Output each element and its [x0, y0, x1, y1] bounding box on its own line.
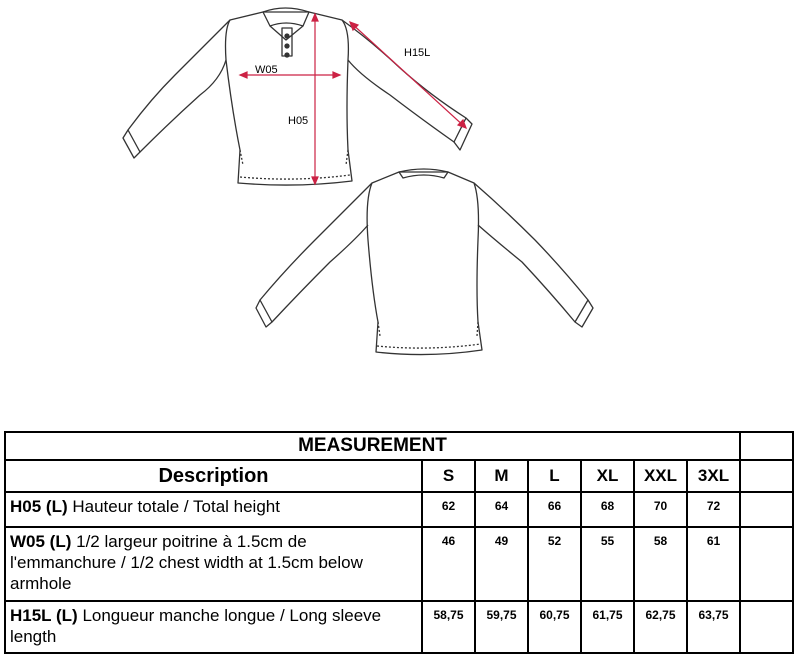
- row-value: 59,75: [475, 601, 528, 653]
- row-value: 62,75: [634, 601, 687, 653]
- h05-label: H05: [288, 115, 309, 127]
- size-header: XXL: [634, 460, 687, 492]
- back-view: [256, 169, 593, 355]
- h15l-measure-line: [350, 22, 466, 128]
- table-row: [5, 492, 793, 527]
- row-value: 61,75: [581, 601, 634, 653]
- row-value: 52: [528, 527, 581, 601]
- row-value: 60,75: [528, 601, 581, 653]
- back-collar: [399, 169, 448, 178]
- size-header: S: [422, 460, 475, 492]
- row-value: 63,75: [687, 601, 740, 653]
- w05-label: W05: [255, 64, 278, 76]
- table-row: [5, 527, 793, 601]
- h15l-label: H15L: [404, 47, 431, 59]
- empty-cell: [740, 460, 793, 492]
- table-header-row: [5, 460, 793, 492]
- back-body-outline: [367, 172, 482, 355]
- measure-lines: [240, 14, 466, 184]
- description-header: Description: [5, 460, 422, 492]
- front-view: [123, 8, 472, 185]
- row-value: 66: [528, 492, 581, 527]
- row-value: 46: [422, 527, 475, 601]
- back-left-sleeve: [260, 183, 372, 322]
- row-value: 49: [475, 527, 528, 601]
- row-code: H15L (L): [10, 606, 78, 625]
- table-title-row: [5, 432, 793, 460]
- front-collar: [263, 8, 309, 26]
- row-value: 70: [634, 492, 687, 527]
- empty-cell: [740, 492, 793, 527]
- button-icon: [285, 53, 289, 57]
- table-title: MEASUREMENT: [5, 432, 740, 460]
- back-right-sleeve: [474, 183, 588, 322]
- row-value: 62: [422, 492, 475, 527]
- front-placket: [282, 28, 292, 56]
- row-description: [5, 527, 422, 601]
- row-value: 72: [687, 492, 740, 527]
- size-header: XL: [581, 460, 634, 492]
- row-description: [5, 601, 422, 653]
- button-icon: [285, 44, 289, 48]
- front-right-sleeve: [342, 20, 466, 142]
- row-value: 58,75: [422, 601, 475, 653]
- row-value: 68: [581, 492, 634, 527]
- row-code: W05 (L): [10, 532, 72, 551]
- row-value: 64: [475, 492, 528, 527]
- row-value: 55: [581, 527, 634, 601]
- row-value: 61: [687, 527, 740, 601]
- row-text: Longueur manche longue / Long sleeve length: [10, 606, 382, 646]
- measurement-table: [4, 431, 794, 654]
- row-value: 58: [634, 527, 687, 601]
- empty-cell: [740, 527, 793, 601]
- size-header: L: [528, 460, 581, 492]
- row-text: Hauteur totale / Total height: [72, 497, 280, 516]
- button-icon: [285, 34, 289, 38]
- size-header: M: [475, 460, 528, 492]
- row-code: H05 (L): [10, 497, 68, 516]
- row-text: 1/2 largeur poitrine à 1.5cm de l'emmanchure / 1/2 chest width at 1.5cm below armhole: [10, 532, 363, 593]
- empty-cell: [740, 432, 793, 460]
- empty-cell: [740, 601, 793, 653]
- size-header: 3XL: [687, 460, 740, 492]
- row-description: [5, 492, 422, 527]
- table-row: [5, 601, 793, 653]
- front-left-sleeve: [128, 20, 230, 152]
